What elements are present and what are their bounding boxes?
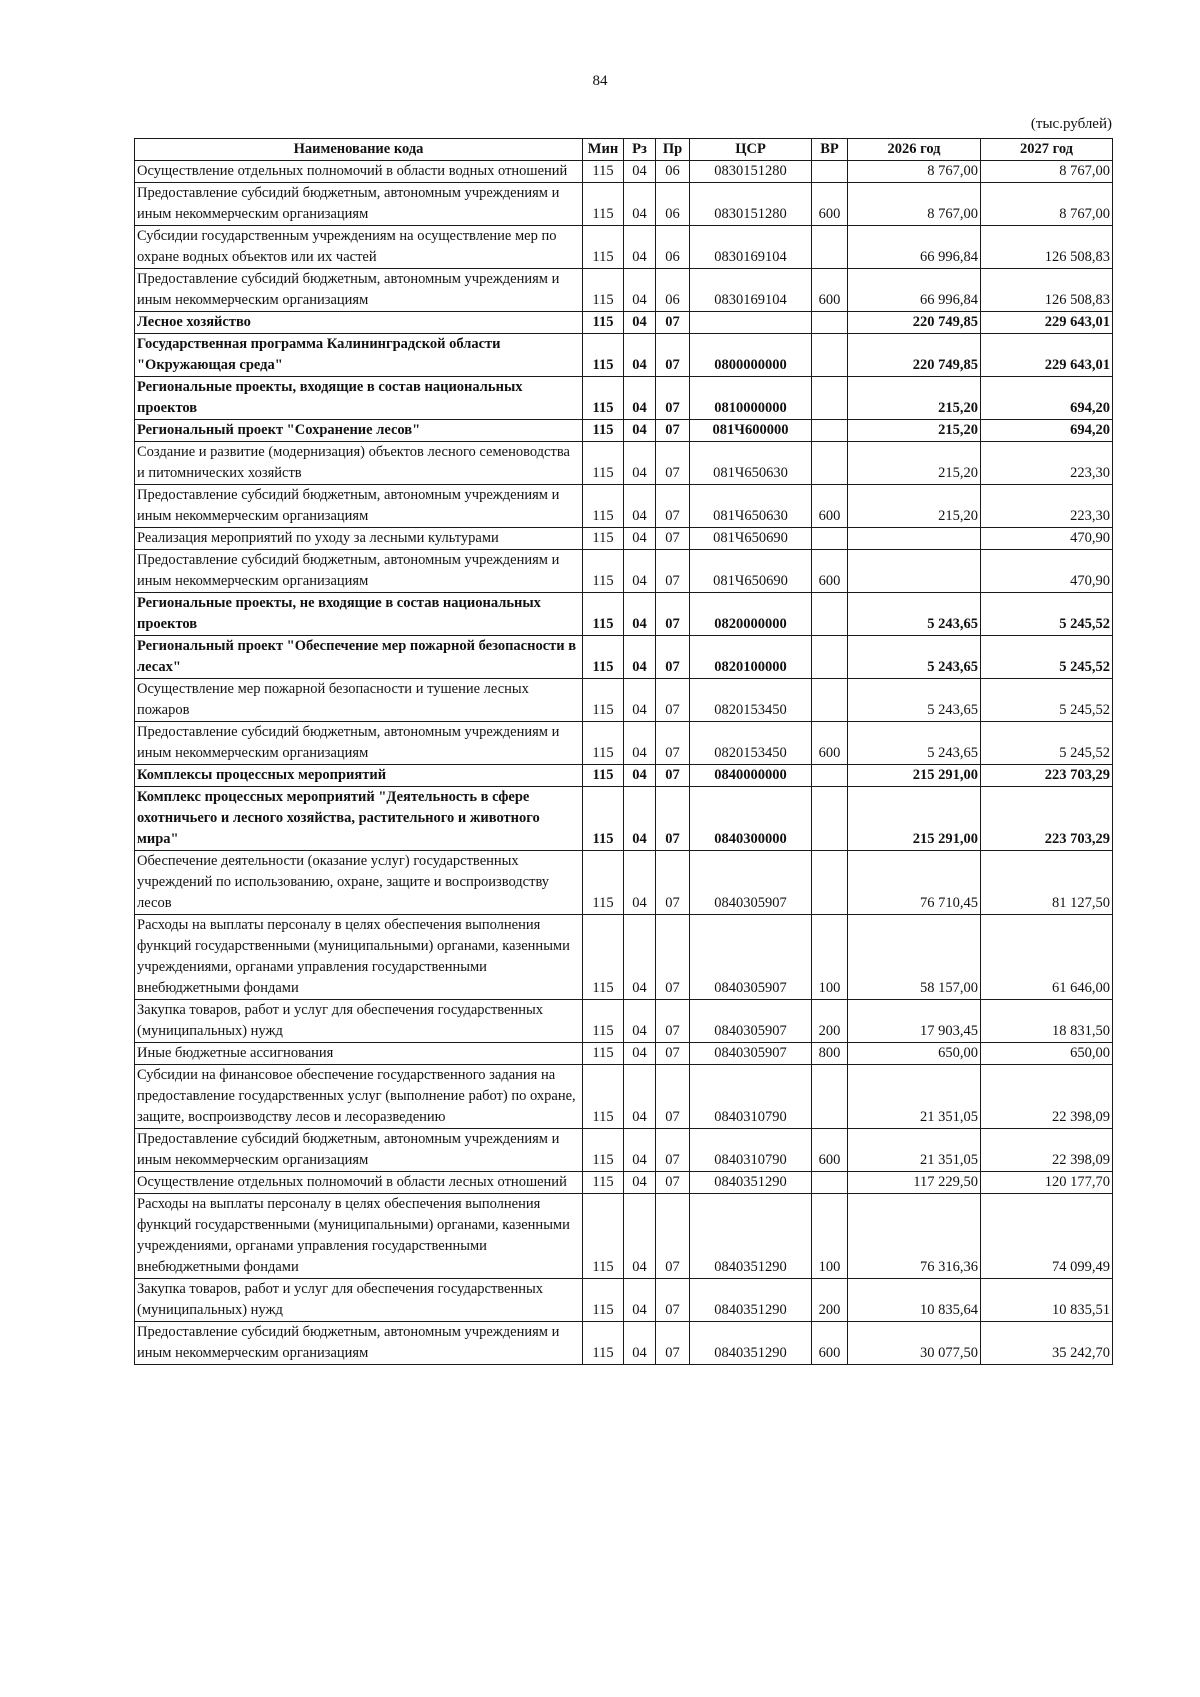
cell-2026: 5 243,65 <box>848 722 981 765</box>
cell-pr: 07 <box>656 1065 690 1129</box>
cell-name: Предоставление субсидий бюджетным, автономным учреждениям и иным некоммерческим организациям <box>135 183 583 226</box>
cell-pr: 07 <box>656 1194 690 1279</box>
cell-name: Комплекс процессных мероприятий "Деятельность в сфере охотничьего и лесного хозяйства, растительного и животного мира" <box>135 787 583 851</box>
cell-name: Расходы на выплаты персоналу в целях обеспечения выполнения функций государственными (муниципальными) органами, казенными учреждениями, органами управления государственными внебюджетными фондами <box>135 915 583 1000</box>
cell-2027: 8 767,00 <box>981 161 1113 183</box>
cell-min: 115 <box>583 593 624 636</box>
cell-rz: 04 <box>624 420 656 442</box>
cell-vr: 600 <box>812 269 848 312</box>
cell-2026: 215,20 <box>848 442 981 485</box>
cell-name: Субсидии на финансовое обеспечение государственного задания на предоставление государственных услуг (выполнение работ) по охране, защите, воспроизводству лесов и лесоразведению <box>135 1065 583 1129</box>
cell-2027: 229 643,01 <box>981 334 1113 377</box>
cell-pr: 07 <box>656 851 690 915</box>
cell-2026: 58 157,00 <box>848 915 981 1000</box>
cell-rz: 04 <box>624 226 656 269</box>
table-row <box>135 312 1113 334</box>
cell-rz: 04 <box>624 161 656 183</box>
cell-pr: 07 <box>656 1043 690 1065</box>
page-number: 84 <box>592 73 608 89</box>
header-vr: ВР <box>812 139 848 161</box>
cell-name: Региональный проект "Сохранение лесов" <box>135 420 583 442</box>
cell-pr: 07 <box>656 722 690 765</box>
cell-vr: 100 <box>812 915 848 1000</box>
table-row <box>135 1279 1113 1322</box>
header-pr: Пр <box>656 139 690 161</box>
cell-min: 115 <box>583 550 624 593</box>
cell-name: Расходы на выплаты персоналу в целях обеспечения выполнения функций государственными (муниципальными) органами, казенными учреждениями, органами управления государственными внебюджетными фондами <box>135 1194 583 1279</box>
cell-vr <box>812 420 848 442</box>
cell-2027: 470,90 <box>981 550 1113 593</box>
cell-csr: 0820100000 <box>690 636 812 679</box>
cell-name: Предоставление субсидий бюджетным, автономным учреждениям и иным некоммерческим организациям <box>135 269 583 312</box>
cell-2026: 215,20 <box>848 420 981 442</box>
table-row <box>135 183 1113 226</box>
cell-name: Создание и развитие (модернизация) объектов лесного семеноводства и питомнических хозяйств <box>135 442 583 485</box>
cell-name: Региональные проекты, не входящие в состав национальных проектов <box>135 593 583 636</box>
cell-rz: 04 <box>624 269 656 312</box>
cell-rz: 04 <box>624 1322 656 1365</box>
cell-pr: 07 <box>656 765 690 787</box>
cell-csr: 0840305907 <box>690 851 812 915</box>
table-row <box>135 161 1113 183</box>
cell-2027: 35 242,70 <box>981 1322 1113 1365</box>
cell-min: 115 <box>583 334 624 377</box>
cell-rz: 04 <box>624 593 656 636</box>
cell-rz: 04 <box>624 787 656 851</box>
cell-vr <box>812 1172 848 1194</box>
cell-csr: 0840000000 <box>690 765 812 787</box>
cell-pr: 06 <box>656 226 690 269</box>
cell-rz: 04 <box>624 183 656 226</box>
cell-rz: 04 <box>624 1172 656 1194</box>
cell-2026: 21 351,05 <box>848 1129 981 1172</box>
cell-2027: 5 245,52 <box>981 593 1113 636</box>
cell-vr: 600 <box>812 485 848 528</box>
cell-2026: 76 710,45 <box>848 851 981 915</box>
cell-2027: 61 646,00 <box>981 915 1113 1000</box>
cell-rz: 04 <box>624 722 656 765</box>
cell-pr: 07 <box>656 442 690 485</box>
cell-vr: 600 <box>812 550 848 593</box>
cell-2027: 650,00 <box>981 1043 1113 1065</box>
header-rz: Рз <box>624 139 656 161</box>
cell-min: 115 <box>583 226 624 269</box>
cell-pr: 07 <box>656 593 690 636</box>
cell-2026: 215 291,00 <box>848 787 981 851</box>
cell-min: 115 <box>583 722 624 765</box>
header-name: Наименование кода <box>135 139 583 161</box>
table-row <box>135 442 1113 485</box>
cell-pr: 07 <box>656 679 690 722</box>
cell-rz: 04 <box>624 915 656 1000</box>
cell-name: Закупка товаров, работ и услуг для обеспечения государственных (муниципальных) нужд <box>135 1279 583 1322</box>
cell-vr <box>812 312 848 334</box>
cell-2027: 694,20 <box>981 420 1113 442</box>
cell-name: Региональный проект "Обеспечение мер пожарной безопасности в лесах" <box>135 636 583 679</box>
cell-min: 115 <box>583 915 624 1000</box>
cell-vr <box>812 442 848 485</box>
cell-2026: 5 243,65 <box>848 679 981 722</box>
cell-min: 115 <box>583 1065 624 1129</box>
cell-2027: 5 245,52 <box>981 636 1113 679</box>
cell-pr: 07 <box>656 420 690 442</box>
cell-pr: 07 <box>656 485 690 528</box>
cell-min: 115 <box>583 442 624 485</box>
cell-csr: 081Ч650630 <box>690 442 812 485</box>
cell-csr: 0840351290 <box>690 1194 812 1279</box>
cell-csr <box>690 312 812 334</box>
cell-name: Предоставление субсидий бюджетным, автономным учреждениям и иным некоммерческим организациям <box>135 485 583 528</box>
cell-rz: 04 <box>624 550 656 593</box>
cell-name: Осуществление отдельных полномочий в области водных отношений <box>135 161 583 183</box>
cell-name: Государственная программа Калининградской области "Окружающая среда" <box>135 334 583 377</box>
cell-vr: 200 <box>812 1279 848 1322</box>
cell-rz: 04 <box>624 442 656 485</box>
cell-pr: 07 <box>656 1322 690 1365</box>
cell-min: 115 <box>583 183 624 226</box>
cell-2027: 223 703,29 <box>981 787 1113 851</box>
cell-2027: 10 835,51 <box>981 1279 1113 1322</box>
table-row <box>135 226 1113 269</box>
cell-pr: 07 <box>656 550 690 593</box>
table-row <box>135 915 1113 1000</box>
cell-rz: 04 <box>624 851 656 915</box>
cell-vr: 600 <box>812 722 848 765</box>
cell-rz: 04 <box>624 485 656 528</box>
cell-2026: 220 749,85 <box>848 312 981 334</box>
cell-2027: 18 831,50 <box>981 1000 1113 1043</box>
cell-name: Реализация мероприятий по уходу за лесными культурами <box>135 528 583 550</box>
cell-2027: 126 508,83 <box>981 226 1113 269</box>
cell-csr: 0840305907 <box>690 915 812 1000</box>
cell-rz: 04 <box>624 679 656 722</box>
table-row <box>135 1065 1113 1129</box>
cell-2026: 8 767,00 <box>848 183 981 226</box>
cell-2027: 120 177,70 <box>981 1172 1113 1194</box>
cell-csr: 081Ч650690 <box>690 550 812 593</box>
table-header-row <box>135 139 1113 161</box>
budget-table <box>134 138 1113 1365</box>
cell-2026: 8 767,00 <box>848 161 981 183</box>
cell-2027: 223 703,29 <box>981 765 1113 787</box>
cell-vr: 100 <box>812 1194 848 1279</box>
cell-2027: 470,90 <box>981 528 1113 550</box>
cell-2026: 17 903,45 <box>848 1000 981 1043</box>
table-row <box>135 269 1113 312</box>
cell-name: Предоставление субсидий бюджетным, автономным учреждениям и иным некоммерческим организациям <box>135 722 583 765</box>
cell-name: Предоставление субсидий бюджетным, автономным учреждениям и иным некоммерческим организациям <box>135 1322 583 1365</box>
cell-min: 115 <box>583 787 624 851</box>
cell-pr: 07 <box>656 377 690 420</box>
cell-rz: 04 <box>624 312 656 334</box>
cell-name: Предоставление субсидий бюджетным, автономным учреждениям и иным некоммерческим организациям <box>135 1129 583 1172</box>
table-row <box>135 528 1113 550</box>
table-row <box>135 1172 1113 1194</box>
table-row <box>135 1194 1113 1279</box>
cell-min: 115 <box>583 269 624 312</box>
cell-csr: 0810000000 <box>690 377 812 420</box>
cell-2027: 22 398,09 <box>981 1065 1113 1129</box>
header-2026: 2026 год <box>848 139 981 161</box>
cell-2027: 223,30 <box>981 442 1113 485</box>
cell-name: Осуществление мер пожарной безопасности и тушение лесных пожаров <box>135 679 583 722</box>
cell-pr: 06 <box>656 183 690 226</box>
cell-2026: 650,00 <box>848 1043 981 1065</box>
cell-name: Лесное хозяйство <box>135 312 583 334</box>
cell-min: 115 <box>583 1172 624 1194</box>
cell-csr: 0800000000 <box>690 334 812 377</box>
cell-rz: 04 <box>624 1129 656 1172</box>
table-row <box>135 377 1113 420</box>
cell-2026: 220 749,85 <box>848 334 981 377</box>
table-row <box>135 550 1113 593</box>
cell-name: Иные бюджетные ассигнования <box>135 1043 583 1065</box>
cell-min: 115 <box>583 679 624 722</box>
cell-2026 <box>848 550 981 593</box>
cell-pr: 07 <box>656 1129 690 1172</box>
table-row <box>135 334 1113 377</box>
table-body <box>135 161 1113 1365</box>
cell-pr: 06 <box>656 161 690 183</box>
cell-min: 115 <box>583 1043 624 1065</box>
cell-csr: 0840300000 <box>690 787 812 851</box>
cell-min: 115 <box>583 485 624 528</box>
cell-2027: 126 508,83 <box>981 269 1113 312</box>
cell-name: Предоставление субсидий бюджетным, автономным учреждениям и иным некоммерческим организациям <box>135 550 583 593</box>
header-2027: 2027 год <box>981 139 1113 161</box>
cell-vr <box>812 161 848 183</box>
cell-name: Комплексы процессных мероприятий <box>135 765 583 787</box>
cell-csr: 0830169104 <box>690 269 812 312</box>
cell-2026: 5 243,65 <box>848 636 981 679</box>
cell-vr <box>812 765 848 787</box>
cell-rz: 04 <box>624 1279 656 1322</box>
cell-min: 115 <box>583 312 624 334</box>
cell-2027: 229 643,01 <box>981 312 1113 334</box>
cell-pr: 07 <box>656 312 690 334</box>
cell-vr <box>812 851 848 915</box>
cell-csr: 081Ч650690 <box>690 528 812 550</box>
cell-name: Закупка товаров, работ и услуг для обеспечения государственных (муниципальных) нужд <box>135 1000 583 1043</box>
header-csr: ЦСР <box>690 139 812 161</box>
table-row <box>135 1129 1113 1172</box>
cell-vr <box>812 593 848 636</box>
cell-pr: 07 <box>656 1279 690 1322</box>
cell-min: 115 <box>583 636 624 679</box>
cell-min: 115 <box>583 528 624 550</box>
table-row <box>135 485 1113 528</box>
units-label: (тыс.рублей) <box>1030 116 1112 132</box>
cell-2026: 66 996,84 <box>848 269 981 312</box>
table-row <box>135 1322 1113 1365</box>
table-row <box>135 1043 1113 1065</box>
cell-csr: 0830169104 <box>690 226 812 269</box>
cell-csr: 0840310790 <box>690 1065 812 1129</box>
cell-vr <box>812 334 848 377</box>
cell-min: 115 <box>583 161 624 183</box>
cell-2026: 30 077,50 <box>848 1322 981 1365</box>
table-row <box>135 420 1113 442</box>
cell-csr: 0830151280 <box>690 161 812 183</box>
cell-vr <box>812 226 848 269</box>
cell-2026 <box>848 528 981 550</box>
cell-2026: 117 229,50 <box>848 1172 981 1194</box>
cell-min: 115 <box>583 851 624 915</box>
cell-vr <box>812 679 848 722</box>
cell-csr: 0820000000 <box>690 593 812 636</box>
cell-rz: 04 <box>624 1194 656 1279</box>
table-row <box>135 593 1113 636</box>
table-row <box>135 679 1113 722</box>
header-min: Мин <box>583 139 624 161</box>
cell-min: 115 <box>583 1000 624 1043</box>
cell-csr: 0820153450 <box>690 722 812 765</box>
cell-2026: 215 291,00 <box>848 765 981 787</box>
cell-csr: 0840351290 <box>690 1172 812 1194</box>
cell-vr: 800 <box>812 1043 848 1065</box>
cell-pr: 07 <box>656 787 690 851</box>
cell-pr: 07 <box>656 528 690 550</box>
cell-vr: 600 <box>812 1322 848 1365</box>
cell-2026: 66 996,84 <box>848 226 981 269</box>
cell-min: 115 <box>583 420 624 442</box>
cell-csr: 0840305907 <box>690 1043 812 1065</box>
cell-csr: 081Ч600000 <box>690 420 812 442</box>
cell-pr: 07 <box>656 1172 690 1194</box>
cell-2027: 81 127,50 <box>981 851 1113 915</box>
cell-min: 115 <box>583 1322 624 1365</box>
cell-2026: 5 243,65 <box>848 593 981 636</box>
cell-rz: 04 <box>624 636 656 679</box>
cell-rz: 04 <box>624 528 656 550</box>
cell-rz: 04 <box>624 1043 656 1065</box>
cell-2027: 8 767,00 <box>981 183 1113 226</box>
table-row <box>135 1000 1113 1043</box>
cell-2026: 215,20 <box>848 377 981 420</box>
cell-2026: 76 316,36 <box>848 1194 981 1279</box>
cell-vr <box>812 528 848 550</box>
cell-rz: 04 <box>624 334 656 377</box>
cell-min: 115 <box>583 1194 624 1279</box>
cell-csr: 081Ч650630 <box>690 485 812 528</box>
cell-min: 115 <box>583 765 624 787</box>
table-row <box>135 722 1113 765</box>
cell-pr: 07 <box>656 1000 690 1043</box>
table-row <box>135 787 1113 851</box>
cell-csr: 0820153450 <box>690 679 812 722</box>
cell-vr <box>812 1065 848 1129</box>
cell-rz: 04 <box>624 377 656 420</box>
cell-name: Региональные проекты, входящие в состав национальных проектов <box>135 377 583 420</box>
cell-2026: 215,20 <box>848 485 981 528</box>
cell-vr <box>812 787 848 851</box>
cell-pr: 07 <box>656 915 690 1000</box>
cell-vr <box>812 377 848 420</box>
table-row <box>135 765 1113 787</box>
cell-pr: 07 <box>656 334 690 377</box>
cell-2027: 74 099,49 <box>981 1194 1113 1279</box>
cell-rz: 04 <box>624 1065 656 1129</box>
table-row <box>135 636 1113 679</box>
cell-vr: 600 <box>812 183 848 226</box>
cell-vr: 200 <box>812 1000 848 1043</box>
cell-pr: 06 <box>656 269 690 312</box>
cell-csr: 0840310790 <box>690 1129 812 1172</box>
cell-2027: 694,20 <box>981 377 1113 420</box>
cell-2027: 5 245,52 <box>981 722 1113 765</box>
cell-2027: 5 245,52 <box>981 679 1113 722</box>
cell-vr <box>812 636 848 679</box>
cell-2027: 22 398,09 <box>981 1129 1113 1172</box>
table-row <box>135 851 1113 915</box>
cell-2026: 10 835,64 <box>848 1279 981 1322</box>
cell-pr: 07 <box>656 636 690 679</box>
cell-2027: 223,30 <box>981 485 1113 528</box>
cell-csr: 0840305907 <box>690 1000 812 1043</box>
cell-rz: 04 <box>624 765 656 787</box>
cell-csr: 0840351290 <box>690 1279 812 1322</box>
cell-min: 115 <box>583 377 624 420</box>
cell-2026: 21 351,05 <box>848 1065 981 1129</box>
cell-name: Субсидии государственным учреждениям на осуществление мер по охране водных объектов или их частей <box>135 226 583 269</box>
cell-min: 115 <box>583 1279 624 1322</box>
cell-csr: 0830151280 <box>690 183 812 226</box>
cell-vr: 600 <box>812 1129 848 1172</box>
cell-rz: 04 <box>624 1000 656 1043</box>
cell-csr: 0840351290 <box>690 1322 812 1365</box>
cell-name: Обеспечение деятельности (оказание услуг) государственных учреждений по использованию, охране, защите и воспроизводству лесов <box>135 851 583 915</box>
cell-name: Осуществление отдельных полномочий в области лесных отношений <box>135 1172 583 1194</box>
cell-min: 115 <box>583 1129 624 1172</box>
